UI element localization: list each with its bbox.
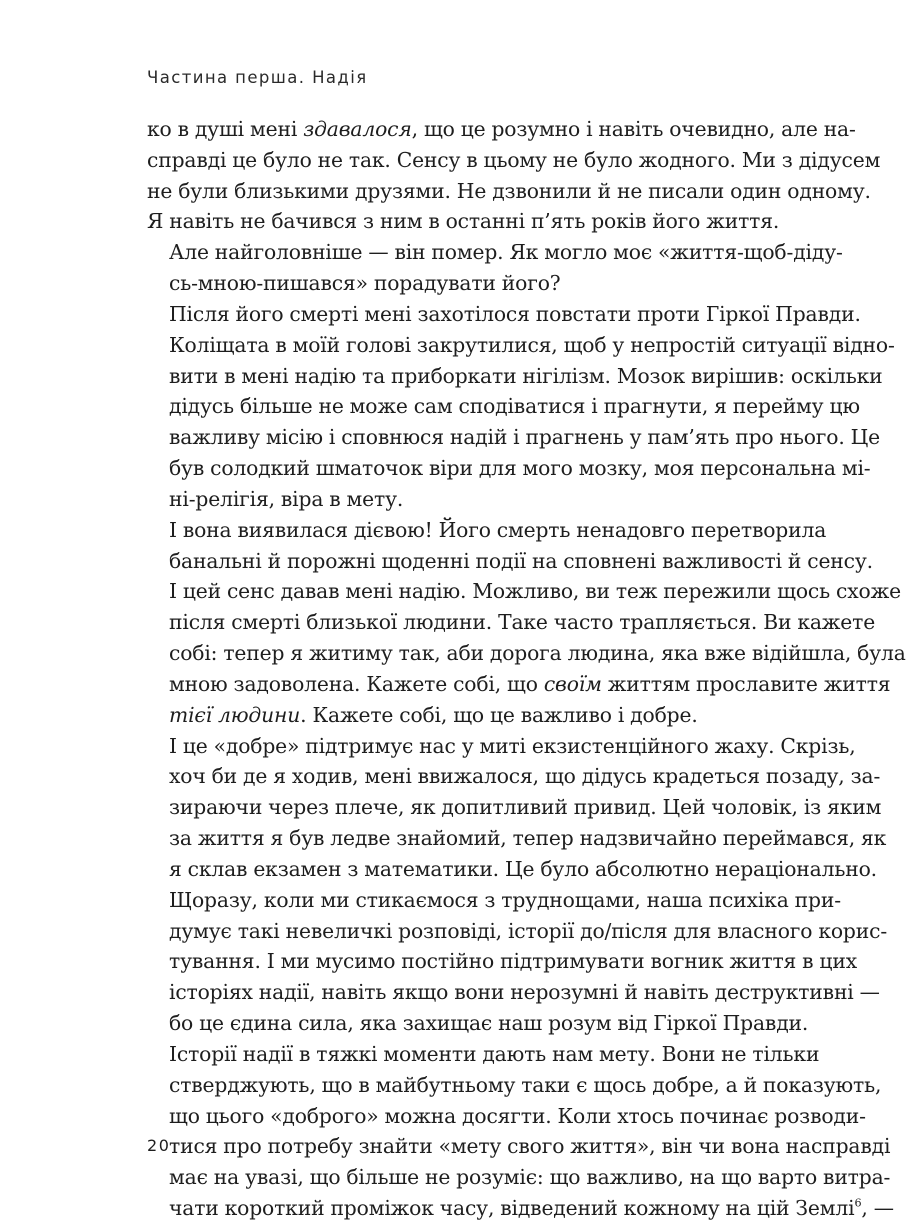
text-line: тієї людини. Кажете собі, що це важливо і добре. (169, 702, 698, 727)
text-line: я склав екзамен з математики. Це було абсолютно нераціонально. (169, 856, 877, 881)
text-line: чати короткий проміжок часу, відведений кожному на цій Землі$^6$, — (169, 1195, 894, 1220)
text-line: не були близькими друзями. Не дзвонили й не писали один одному. (147, 178, 871, 203)
emphasis: тієї людини (169, 702, 301, 727)
text-line: дідусь більше не може сам сподіватися і прагнути, я перейму цю (169, 394, 860, 419)
running-header: Частина перша. Надія (147, 68, 368, 87)
text-line: І цей сенс давав мені надію. Можливо, ви теж пережили щось схоже (169, 579, 901, 604)
text-line: ко в душі мені здавалося, що це розумно і навіть очевидно, але на- (147, 117, 856, 141)
emphasis: здавалося (303, 117, 412, 141)
text-line: банальні й порожні щоденні події на сповнені важливості й сенсу. (169, 548, 873, 573)
text-line: стверджують, що в майбутньому таки є щось добре, а й показують, (169, 1072, 882, 1097)
text-line: справді це було не так. Сенсу в цьому не було жодного. Ми з дідусем (147, 147, 881, 172)
page-number: 20 (147, 1136, 171, 1155)
text-line: вити в мені надію та приборкати нігілізм. Мозок вирішив: оскільки (169, 363, 883, 388)
text-line: після смерті близької людини. Таке часто трапляється. Ви кажете (169, 610, 876, 635)
text-line: хоч би де я ходив, мені ввижалося, що дідусь крадеться позаду, за- (169, 764, 881, 789)
text-line: думує такі невеличкі розповіді, історії до/після для власного корис- (169, 918, 888, 943)
text-line: за життя я був ледве знайомий, тепер надзвичайно переймався, як (169, 826, 887, 851)
text-line: Щоразу, коли ми стикаємося з труднощами, наша психіка при- (169, 887, 841, 912)
paragraph (147, 299, 895, 515)
text-line: Але найголовніше — він помер. Як могло моє «життя-щоб-діду- (169, 240, 843, 265)
text-line: що цього «доброго» можна досягти. Коли хтось починає розводи- (169, 1103, 866, 1128)
text-line: ні-релігія, віра в мету. (169, 486, 404, 511)
paragraph (147, 731, 887, 885)
text-line: Я навіть не бачився з ним в останні п’ять років його життя. (147, 209, 780, 234)
text-line: мною задоволена. Кажете собі, що своїм життям прославите життя (169, 671, 891, 696)
text-line: бо це єдина сила, яка захищає наш розум від Гіркої Правди. (169, 1011, 809, 1036)
text-line: має на увазі, що більше не розуміє: що важливо, на що варто витра- (169, 1165, 891, 1190)
text-line: історіях надії, навіть якщо вони нерозумні й навіть деструктивні — (169, 980, 880, 1005)
text-line: тися про потребу знайти «мету свого життя», він чи вона насправді (169, 1134, 891, 1159)
emphasis: своїм (543, 671, 602, 696)
text-line: важливу місію і сповнюся надій і прагнень у пам’ять про нього. Це (169, 425, 881, 450)
paragraph (147, 885, 888, 1039)
text-line: зираючи через плече, як допитливий привид. Цей чоловік, із яким (169, 795, 882, 820)
footnote-marker[interactable]: 6 (854, 1196, 862, 1210)
paragraph (147, 515, 906, 731)
text-line: Після його смерті мені захотілося повстати проти Гіркої Правди. (169, 301, 861, 326)
text-line: Коліщата в моїй голові закрутилися, щоб у непростій ситуації відно- (169, 332, 895, 357)
text-line: собі: тепер я житиму так, аби дорога людина, яка вже відійшла, була (169, 641, 906, 666)
text-line: Історії надії в тяжкі моменти дають нам мету. Вони не тільки (169, 1041, 820, 1066)
text-line: був солодкий шматочок віри для мого мозку, моя персональна мі- (169, 456, 871, 481)
text-line: тування. І ми мусимо постійно підтримувати вогник життя в цих (169, 949, 857, 974)
body-text (147, 114, 906, 1224)
text-line: сь-мною-пишався» порадувати його? (169, 271, 561, 296)
paragraph (147, 237, 843, 299)
text-line: І це «добре» підтримує нас у миті екзистенційного жаху. Скрізь, (169, 733, 856, 758)
paragraph (147, 1039, 894, 1224)
paragraph (147, 114, 881, 237)
text-line: І вона виявилася дієвою! Його смерть ненадовго перетворила (169, 517, 827, 542)
